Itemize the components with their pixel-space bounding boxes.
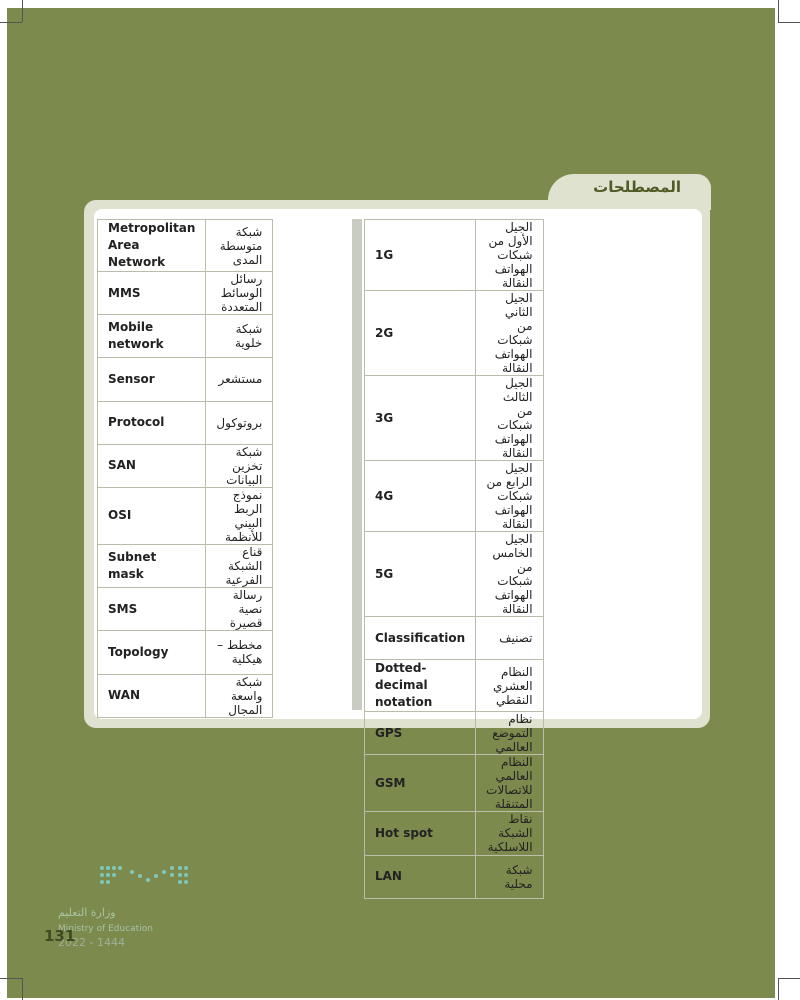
term-english: Dotted-decimal notation [365,660,476,712]
term-english: Metropolitan Area Network [98,220,206,272]
term-arabic: نقاط الشبكة اللاسلكية [476,812,543,855]
year-label: 2022 - 1444 [58,936,125,949]
table-row [98,588,273,631]
ministry-name-ar: وزارة التعليم [58,906,116,919]
crop-mark [778,0,779,22]
table-row [365,855,544,898]
term-english: Hot spot [365,812,476,855]
table-row [365,755,544,812]
term-english: MMS [98,272,206,315]
term-arabic: شبكة متوسطة المدى [206,220,273,272]
term-english: LAN [365,855,476,898]
table-row [98,631,273,674]
term-arabic: النظام العشري النقطي [476,660,543,712]
term-arabic: نموذج الربط البيني للأنظمة [206,487,273,544]
term-arabic: شبكة محلية [476,855,543,898]
table-row [365,617,544,660]
term-arabic: قناع الشبكة الفرعية [206,544,273,587]
term-arabic: الجيل الثاني من شبكات الهواتف النقالة [476,291,543,376]
term-english: OSI [98,487,206,544]
crop-mark [778,978,800,979]
crop-mark [778,22,800,23]
glossary-right-table [364,219,544,899]
term-arabic: بروتوكول [206,401,273,444]
term-arabic: الجيل الرابع من شبكات الهواتف النقالة [476,461,543,532]
term-arabic: رسائل الوسائط المتعددة [206,272,273,315]
term-english: 3G [365,376,476,461]
term-english: GPS [365,712,476,755]
table-divider [352,219,362,710]
section-title: المصطلحات [593,178,681,196]
page-number: 131 [44,927,76,945]
term-arabic: شبكة واسعة المجال [206,674,273,717]
table-row [365,532,544,617]
table-row [98,220,273,272]
term-english: WAN [98,674,206,717]
term-arabic: رسالة نصية قصيرة [206,588,273,631]
term-arabic: نظام التموضع العالمي [476,712,543,755]
term-arabic: تصنيف [476,617,543,660]
term-arabic: النظام العالمي للاتصالات المتنقلة [476,755,543,812]
table-row [98,401,273,444]
term-english: Classification [365,617,476,660]
term-arabic: الجيل الأول من شبكات الهواتف النقالة [476,220,543,291]
table-row [365,660,544,712]
term-english: SAN [98,444,206,487]
crop-mark [778,978,779,1000]
term-english: Subnet mask [98,544,206,587]
term-english: GSM [365,755,476,812]
term-arabic: شبكة تخزين البيانات [206,444,273,487]
term-english: Mobile network [98,315,206,358]
term-english: Topology [98,631,206,674]
crop-mark [22,0,23,22]
ministry-name-en: Ministry of Education [58,924,153,934]
table-row [365,712,544,755]
term-arabic: مخطط – هيكلية [206,631,273,674]
table-row [98,272,273,315]
table-row [98,315,273,358]
table-row [365,376,544,461]
term-english: 2G [365,291,476,376]
table-row [365,291,544,376]
table-row [98,544,273,587]
term-english: SMS [98,588,206,631]
table-row [98,487,273,544]
ministry-logo-icon [98,862,190,892]
term-english: 4G [365,461,476,532]
table-row [365,461,544,532]
table-row [365,220,544,291]
table-row [98,358,273,401]
glossary-left-table [97,219,273,718]
term-english: 5G [365,532,476,617]
term-english: 1G [365,220,476,291]
term-english: Sensor [98,358,206,401]
table-row [98,674,273,717]
crop-mark [22,978,23,1000]
crop-mark [0,22,22,23]
table-row [98,444,273,487]
term-arabic: الجيل الثالث من شبكات الهواتف النقالة [476,376,543,461]
table-row [365,812,544,855]
term-arabic: مستشعر [206,358,273,401]
term-english: Protocol [98,401,206,444]
term-arabic: شبكة خلوية [206,315,273,358]
term-arabic: الجيل الخامس من شبكات الهواتف النقالة [476,532,543,617]
crop-mark [0,978,22,979]
